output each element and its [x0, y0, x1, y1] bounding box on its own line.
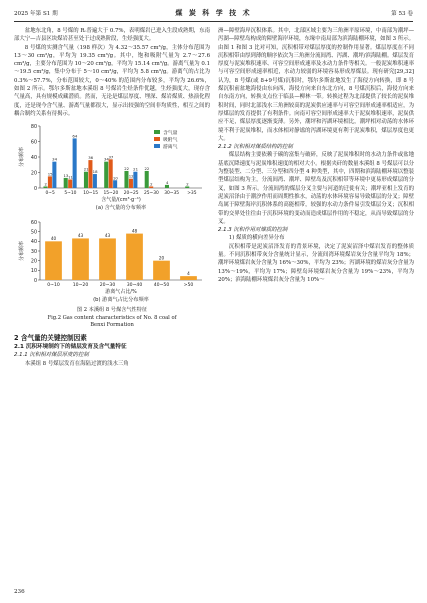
intro-paragraph-1: 盆地东北角，8 号煤的 Rₒ普遍大于 0.7%，表明煤岩已进入生段成熟期，东南部大宁—吉县区块煤岩甚至处于过成熟阶段，生烃强度大。	[14, 28, 210, 43]
chart-a-data-label: 22	[144, 166, 150, 172]
chart-b-data-label: 20	[158, 255, 165, 261]
chart-b-ytick-label: 20	[30, 259, 37, 265]
chart-a-ytick-label: 20	[30, 171, 37, 177]
section-2-1-3-subtitle: 1) 煤质的横向差异分布	[228, 235, 285, 242]
chart-b-xlabel: 游离气占比/%	[105, 289, 137, 296]
chart-a-category-label: >35	[187, 191, 197, 197]
chart-b-category-label: 10~20	[72, 283, 89, 289]
chart-b-data-label: 43	[104, 233, 111, 239]
volume-label: 第 53 卷	[391, 11, 413, 17]
right-paragraph-1: 洲—障壁海岸沉积体系。其中，北部区域主要为三角洲平原环境，中南部为潮坪—泻湖—障壁岛构成的障壁海岸环境，东缘中南局部为滨海陆棚环境，如图 3 所示。由图 1 和图 3 比对可知，沉积相带对煤层厚度的控制作用显著。煤层厚度在不同沉积相带由厚到薄的顺序依次为三角洲分流间湾、泻湖、潮坪/滨海陆棚。煤层发育厚度与泥炭堆积速率、可容空间形成速率及水动力条件等相关。一般泥炭堆积速率与可容空间形成速率相近，水动力较弱的环境容易形成厚煤层。现有研究[29,32]认为，8 号煤(或 8+9号煤)沉积时，鄂尔多斯盆地发生了海侵方向转换，即 8 号煤沉积前盆地海侵由东向西，海侵方向来自东北方向，8 号煤沉积后，海侵方向来自东南方向，转换支点位于临县—柳林一带。转换过程为北部提供了较长的泥炭堆积时间，同时北部浅水三角洲较高的泥炭供应速率与可容空间形成速率相适应，为厚煤层的发育提供了有利条件。向南可容空间形成速率大于泥炭堆积速率，泥炭供应不足，煤层厚度逐渐变薄。另外，潮坪和泻湖环境相比，潮坪相对动荡的水体环境不利于泥炭堆积，而水体相对静谧的泻湖环境更有利于泥炭堆积，煤层厚度也更大。	[218, 28, 414, 142]
chart-b-ytick-label: 40	[30, 240, 37, 246]
caption-en-1: Fig.2 Gas content characteristics of No. 8 coal of	[47, 314, 177, 321]
section-2-1-title: 2.1 沉积环境制约下的储层发育及含气量特征	[14, 343, 127, 350]
chart-a-bar	[113, 181, 117, 189]
chart-a-data-label: 11	[67, 174, 73, 180]
chart-b-ylabel: 分布频率	[19, 241, 25, 262]
chart-a-data-label: 34	[103, 156, 109, 162]
section-2-1-3-title: 2.1.3 沉积作用对煤质的控制	[218, 227, 288, 234]
chart-a-data-label: 4	[165, 180, 169, 186]
chart-a-data-label: 21	[83, 166, 89, 172]
chart-b-bar	[180, 276, 197, 280]
chart-a-category-label: 0~5	[45, 191, 55, 197]
chart-a-data-label: 10	[112, 175, 118, 181]
chart-a-category-label: 5~10	[64, 191, 77, 197]
chart-a-ytick-label: 80	[30, 125, 37, 131]
chart-b-category-label: 0~10	[47, 283, 60, 289]
chart-b-bar	[99, 239, 116, 281]
header-rule	[14, 21, 413, 22]
chart-a-data-label: 15	[47, 171, 53, 177]
chart-a-legend-swatch	[154, 130, 160, 134]
section-2-1-1-text: 本溪组 8 号煤层发育在海陆过渡的浅水三角	[24, 360, 129, 367]
intro-paragraph-2: 8 号煤的实测含气量（198 样次）为 4.32～35.57 cm³/g，主体分布范围为 13～30 cm³/g，平均为 19.35 cm³/g。其中，饱和吸附气量为 2.7～27.6 cm³/g，主要分布范围为 10～20 cm³/g，平均为 15.14 cm³/g。游离气量为 0.1～19.5 cm³/g，集中分布于 5～10 cm³/g，平均为 5.8 cm³/g。游离气的占比为 0.3%～57.7%，分布范围较大，0～40% 的范围内分布较多，平均为 26.6%，如图 2 所示。鄂尔多斯盆地本溪组 8 号煤岩生烃条件优越，生烃强度大，现存含气量高，具有规模成藏潜质。然而，无论是煤层厚度、埋深、煤岩煤质、热演化程度，还是现今含气量、游离气量都很大，显示出较强的空间非均质性，相互之间的耦合制约关系有待揭示。	[14, 44, 210, 117]
figure-2	[14, 120, 210, 306]
journal-title: 煤 炭 科 学 技 术	[175, 8, 252, 17]
chart-b-bar	[45, 242, 62, 281]
chart-a-data-label: 64	[72, 133, 78, 139]
chart-a-caption: (a) 含气量的分布频率	[95, 205, 147, 212]
chart-a-data-label: 2	[44, 181, 47, 187]
chart-b-bar	[126, 234, 143, 280]
chart-b-data-label: 4	[187, 271, 190, 277]
chart-a-bar	[129, 179, 133, 188]
chart-a-data-label: 2	[150, 181, 153, 187]
chart-a-bar	[145, 171, 149, 188]
chart-b-data-label: 40	[50, 236, 57, 242]
chart-b-ytick-label: 60	[30, 221, 37, 227]
chart-a-data-label: 2	[186, 181, 189, 187]
caption-cn: 图 2 本溪组 8 号煤含气性特征	[76, 307, 148, 314]
chart-a-bar	[133, 172, 137, 188]
left-column	[14, 27, 210, 368]
page-number: 236	[14, 589, 25, 595]
issue-label: 2025 年第 S1 期	[14, 11, 58, 17]
chart-a-data-label: 37	[108, 154, 114, 160]
chart-a-ytick-label: 40	[30, 156, 37, 162]
right-paragraph-2: 煤层结构主要依赖于碳的富集与破碎，反映了泥炭堆积时的水动力条件或盆地基底沉降速度与泥炭堆积速度的相对大小。根据夹矸的数量本溪组 8 号煤层可以分为整装型、二分型、三分型和四分型 4 种类型，其中，四期和滨海陆棚环境以整装型煤层结构为主，分流间湾、潮坪、障壁岛及沉积相带等环境中更易形成煤层的分叉，如图 3 所示。分流间湾的煤层分叉主要与河道的迁徙有关；潮坪亚相上发育的泥炭沼泽由于潮汐作用而周期性推水，动荡的水体环境容易导致煤层的分叉；障壁岛属于障壁海岸沉积体系的高能相带，较强的水动力条件易引发煤层分叉；沉积相带的交界处往往由于沉积环境的变动而造成煤层作用的不稳定，从而导致煤层的分叉。	[218, 152, 414, 225]
chart-a-bar	[73, 139, 77, 189]
chart-b-data-label: 43	[77, 233, 84, 239]
chart-a-bar	[43, 187, 47, 189]
right-paragraph-3: 沉积相带是泥炭沼泽发育的背景环境，决定了泥炭沼泽中煤岩发育的整体质量。不同沉积相带灰分含量统计显示，分流间湾环境煤岩灰分含量平均为 18%；潮坪环境煤岩灰分含量为 16%～30%，平均为 23%；泻湖环境的煤岩灰分含量为 13%～19%，平均为 17%；障壁岛环境煤岩灰分含量为 19%～23%，平均为 20%；滨海陆棚环境煤岩灰分含量为 10%～	[218, 243, 414, 283]
page-header	[14, 6, 413, 20]
figure-caption	[14, 307, 210, 330]
chart-a-bar	[93, 174, 97, 188]
chart-b-data-label: 48	[131, 228, 138, 234]
chart-b-ytick-label: 30	[30, 250, 37, 256]
chart-b-category-label: 30~40	[126, 283, 143, 289]
section-2-title: 2 含气量的关键控制因素	[14, 333, 87, 342]
chart-a-ytick-label: 0	[33, 187, 37, 193]
chart-a-data-label: 21	[133, 166, 139, 172]
chart-b	[18, 220, 202, 303]
chart-a-category-label: 20~25	[123, 191, 139, 197]
chart-b-bar	[153, 261, 170, 280]
chart-a-legend-label: 含气量	[163, 131, 178, 137]
chart-b-ytick-label: 10	[30, 269, 37, 275]
chart-b-category-label: 20~30	[99, 283, 116, 289]
chart-a-legend-swatch	[154, 137, 160, 141]
chart-b-ytick-label: 0	[33, 279, 37, 285]
chart-a-data-label: 22	[124, 166, 130, 172]
chart-a	[18, 124, 202, 211]
chart-a-bar	[104, 162, 108, 188]
chart-a-legend-label: 游离气	[163, 145, 178, 151]
chart-a-data-label: 36	[88, 155, 94, 161]
chart-a-data-label: 12	[128, 173, 134, 179]
chart-a-category-label: 30~35	[164, 191, 180, 197]
caption-en-2: Benxi Formation	[90, 322, 134, 329]
chart-a-bar	[185, 187, 189, 189]
section-2-1-2-title: 2.1.2 沉积相对煤质结构的控制	[218, 144, 293, 151]
chart-a-ytick-label: 60	[30, 140, 37, 146]
chart-a-data-label: 34	[52, 156, 58, 162]
chart-a-legend-label: 吸附气	[163, 138, 178, 144]
chart-a-data-label: 18	[92, 169, 98, 175]
figure-2-svg	[14, 120, 210, 306]
chart-a-bar	[149, 187, 153, 189]
chart-a-bar	[48, 177, 52, 189]
chart-a-legend-swatch	[154, 144, 160, 148]
chart-a-bar	[165, 185, 169, 188]
chart-a-bar	[109, 160, 113, 189]
chart-a-bar	[84, 172, 88, 188]
chart-a-bar	[68, 180, 72, 189]
chart-a-category-label: 10~15	[83, 191, 99, 197]
chart-b-caption: (b) 游离气占比分布频率	[93, 297, 149, 304]
right-column	[218, 27, 414, 284]
chart-a-ylabel: 分布频率	[19, 147, 25, 168]
chart-b-ytick-label: 50	[30, 230, 37, 236]
chart-a-bar	[52, 162, 56, 188]
chart-a-category-label: 15~20	[103, 191, 119, 197]
chart-b-category-label: 40~50	[153, 283, 170, 289]
section-2-1-1-title: 2.1.1 沉积相对煤层厚度的控制	[14, 352, 89, 359]
chart-a-data-label: 13	[63, 173, 69, 179]
chart-a-xlabel: 含气量/(cm³·g⁻¹)	[101, 197, 141, 204]
chart-b-bar	[72, 239, 89, 281]
chart-b-category-label: >50	[183, 283, 194, 289]
chart-a-category-label: 25~30	[143, 191, 159, 197]
